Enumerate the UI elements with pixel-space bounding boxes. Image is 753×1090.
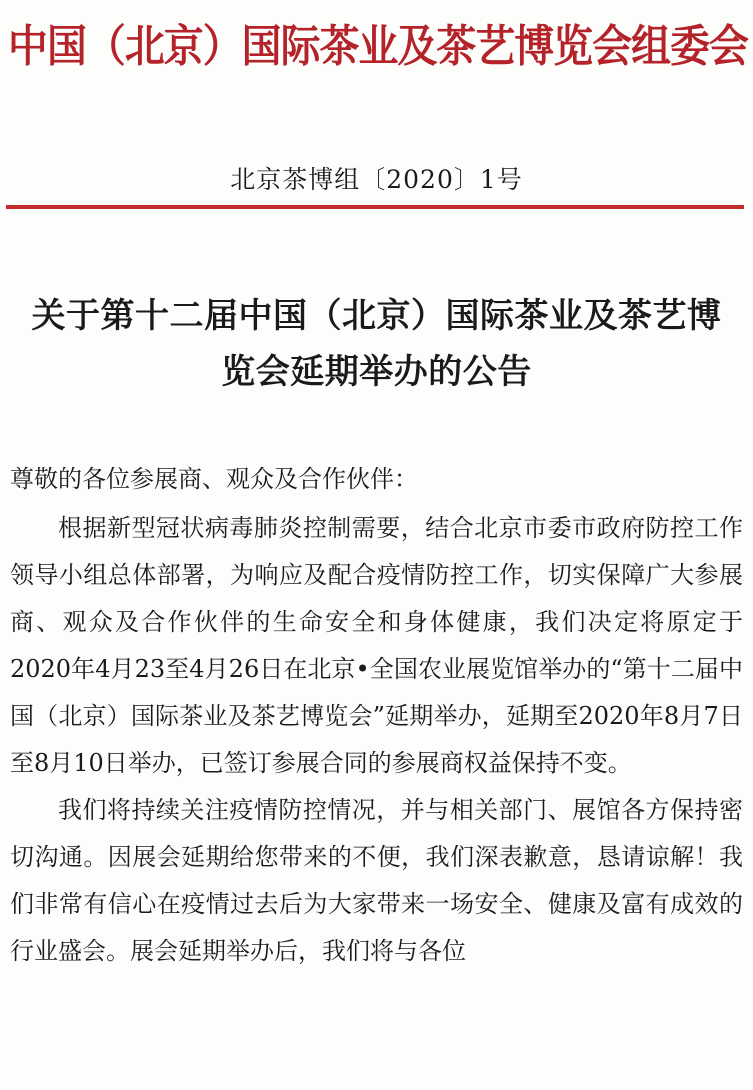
paragraph-2: 我们将持续关注疫情防控情况，并与相关部门、展馆各方保持密切沟通。因展会延期给您带来的不便，我们深表歉意，恳请谅解！我们非常有信心在疫情过去后为大家带来一场安全、健康及富有成效的行业盛会。展会延期举办后，我们将与各位 xyxy=(10,796,743,965)
notice-title-line-2: 览会延期举办的公告 xyxy=(221,352,532,392)
notice-body xyxy=(10,456,743,975)
notice-title xyxy=(0,288,753,400)
paragraph-1: 根据新型冠状病毒肺炎控制需要，结合北京市委市政府防控工作领导小组总体部署，为响应及配合疫情防控工作，切实保障广大参展商、观众及合作伙伴的生命安全和身体健康，我们决定将原定于2020年4月23至4月26日在北京•全国农业展览馆举办的“第十二届中国（北京）国际茶业及茶艺博览会”延期举办，延期至2020年8月7日至8月10日举办，已签订参展合同的参展商权益保持不变。 xyxy=(10,514,743,777)
issuer-header: 中国（北京）国际茶业及茶艺博览会组委会 xyxy=(8,21,748,72)
notice-title-line-1: 关于第十二届中国（北京）国际茶业及茶艺博 xyxy=(31,296,722,336)
red-divider xyxy=(6,205,744,209)
salutation: 尊敬的各位参展商、观众及合作伙伴： xyxy=(10,465,418,493)
document-number: 北京茶博组〔2020〕1号 xyxy=(230,165,523,194)
